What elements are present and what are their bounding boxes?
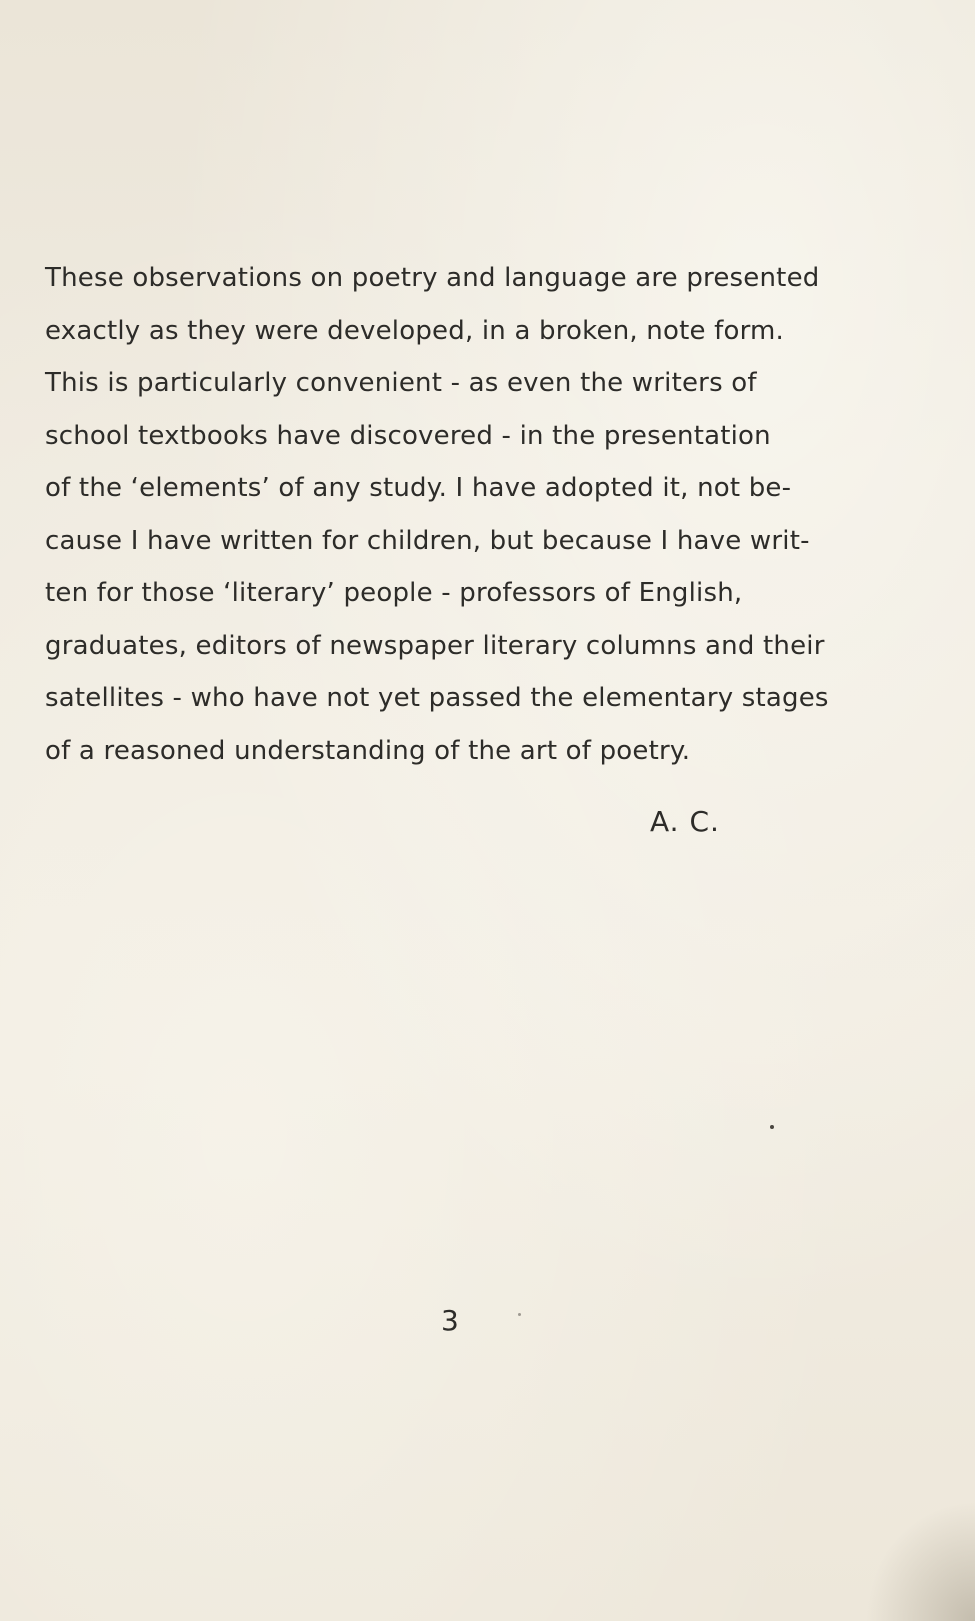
text-line-4: school textbooks have discovered - in the presentation [45,420,771,451]
author-initials: A. C. [650,805,720,838]
text-line-9: satellites - who have not yet passed the elementary stages [45,683,829,713]
text-line-8: graduates, editors of newspaper literary columns and their [45,630,825,661]
paper-speck [518,1313,521,1316]
text-line-6: cause I have written for children, but because I have writ- [45,525,810,556]
text-line-5: of the ‘elements’ of any study. I have adopted it, not be- [45,473,792,503]
text-line-2: exactly as they were developed, in a broken, note form. [45,315,785,346]
text-line-10: of a reasoned understanding of the art of poetry. [45,735,691,766]
paper-speck [770,1125,774,1129]
text-line-7: ten for those ‘literary’ people - professors of English, [45,578,743,608]
text-line-1: These observations on poetry and language are presented [45,263,820,293]
body-paragraph [45,252,845,777]
page-corner-shadow [865,1501,975,1621]
page-number: 3 [441,1304,459,1337]
text-line-3: This is particularly convenient - as even the writers of [45,368,757,398]
